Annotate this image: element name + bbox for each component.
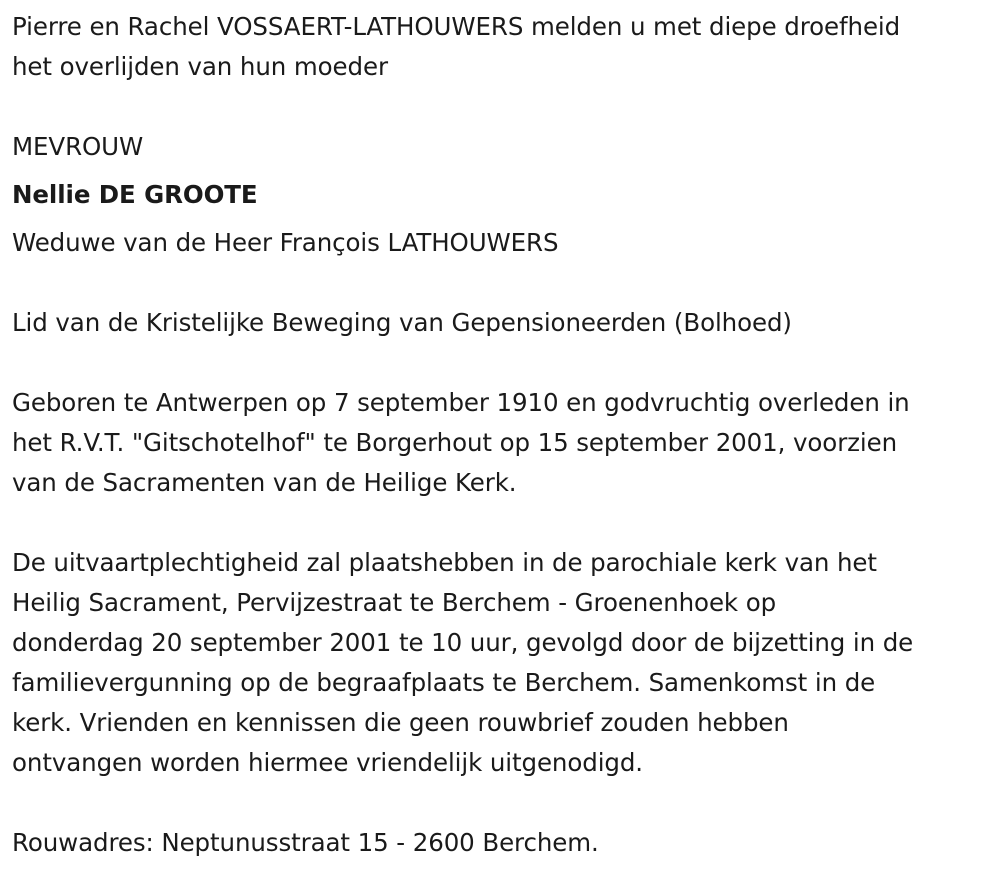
spacer xyxy=(12,263,996,303)
honorific-title: MEVROUW xyxy=(12,132,144,161)
birth-death-line: van de Sacramenten van de Heilige Kerk. xyxy=(12,468,517,497)
deceased-name: Nellie DE GROOTE xyxy=(12,180,258,209)
widow-of-line: Weduwe van de Heer François LATHOUWERS xyxy=(12,228,559,257)
spacer xyxy=(12,343,996,383)
death-announcement xyxy=(12,7,996,863)
intro-line: Pierre en Rachel VOSSAERT-LATHOUWERS melden u met diepe droefheid xyxy=(12,12,901,41)
intro-paragraph xyxy=(12,7,996,87)
funeral-line: Heilig Sacrament, Pervijzestraat te Berchem - Groenenhoek op xyxy=(12,588,777,617)
membership-line: Lid van de Kristelijke Beweging van Gepensioneerden (Bolhoed) xyxy=(12,308,792,337)
funeral-line: kerk. Vrienden en kennissen die geen rouwbrief zouden hebben xyxy=(12,708,789,737)
spacer xyxy=(12,503,996,543)
funeral-line: ontvangen worden hiermee vriendelijk uitgenodigd. xyxy=(12,748,643,777)
funeral-line: donderdag 20 september 2001 te 10 uur, gevolgd door de bijzetting in de xyxy=(12,628,914,657)
funeral-line: De uitvaartplechtigheid zal plaatshebben in de parochiale kerk van het xyxy=(12,548,877,577)
spacer xyxy=(12,87,996,127)
spacer xyxy=(12,783,996,823)
birth-death-line: het R.V.T. "Gitschotelhof" te Borgerhout op 15 september 2001, voorzien xyxy=(12,428,898,457)
funeral-paragraph xyxy=(12,543,996,783)
mourning-address: Rouwadres: Neptunusstraat 15 - 2600 Berchem. xyxy=(12,828,599,857)
birth-death-paragraph xyxy=(12,383,996,503)
intro-line: het overlijden van hun moeder xyxy=(12,52,388,81)
birth-death-line: Geboren te Antwerpen op 7 september 1910 en godvruchtig overleden in xyxy=(12,388,910,417)
funeral-line: familievergunning op de begraafplaats te Berchem. Samenkomst in de xyxy=(12,668,876,697)
